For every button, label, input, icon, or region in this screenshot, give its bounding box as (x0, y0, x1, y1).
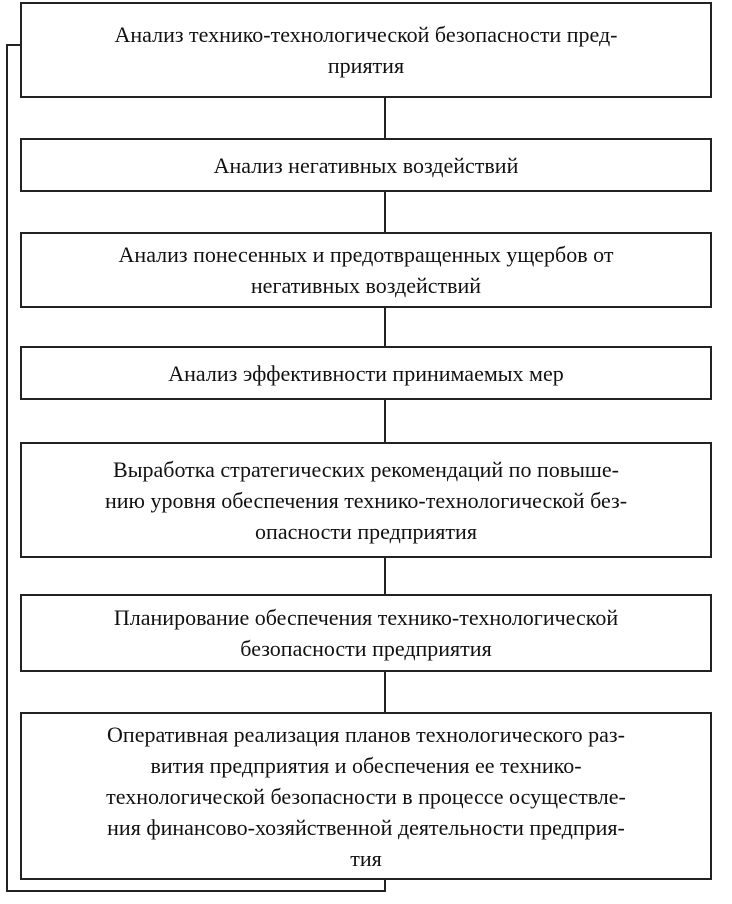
feedback-loop-vertical-line (6, 44, 8, 892)
step-box-6 (20, 594, 712, 672)
step-box-3 (20, 232, 712, 308)
step-text-5: Выработка стратегических рекомендаций по повыше- нию уровня обеспечения технико-технологической без- опасности предприятия (104, 456, 628, 544)
step-text-2: Анализ негативных воздействий (213, 152, 519, 178)
connector-3-4 (384, 306, 386, 348)
step-box-5 (20, 442, 712, 558)
connector-6-7 (384, 670, 386, 714)
step-box-4 (20, 346, 712, 400)
connector-1-2 (384, 96, 386, 140)
connector-4-5 (384, 398, 386, 444)
connector-5-6 (384, 556, 386, 596)
step-box-2 (20, 138, 712, 192)
step-text-7: Оперативная реализация планов технологического раз- вития предприятия и обеспечения ее технико- технологической безопасности в процессе осуществле- ния финансово-хозяйственной деятельности предприя- тия (106, 721, 626, 871)
step-text-6: Планирование обеспечения технико-технологической безопасности предприятия (113, 605, 619, 661)
connector-2-3 (384, 190, 386, 234)
connector-7-loop (384, 878, 386, 892)
step-text-3: Анализ понесенных и предотвращенных ущербов от негативных воздействий (118, 242, 614, 298)
step-text-1: Анализ технико-технологической безопасности пред- приятия (114, 22, 618, 78)
step-box-7 (20, 712, 712, 880)
step-box-1 (20, 2, 712, 98)
step-text-4: Анализ эффективности принимаемых мер (168, 360, 564, 386)
feedback-loop-bottom-arm (6, 890, 386, 892)
